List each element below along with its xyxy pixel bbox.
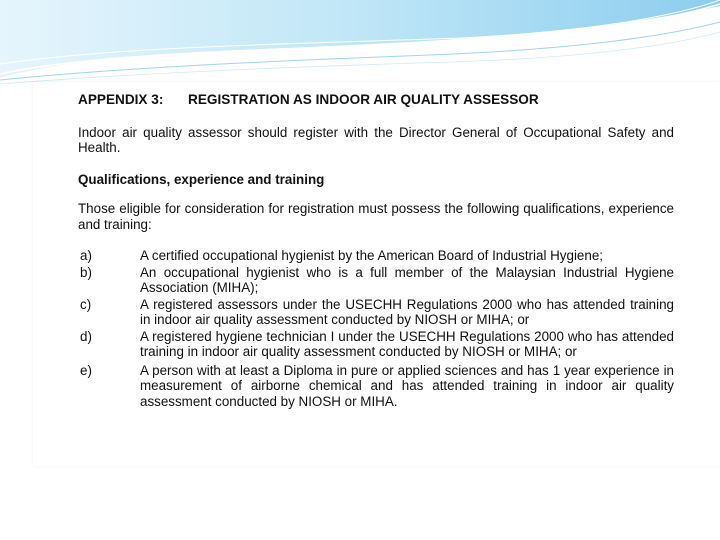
list-item-text: A person with at least a Diploma in pure or applied sciences and has 1 year experience in measurement of airborne chemical and has attended training in indoor air quality assessment conducted by NIOSH or MIHA. xyxy=(140,362,674,409)
list-item xyxy=(78,265,674,296)
section-subheading: Qualifications, experience and training xyxy=(78,171,325,187)
list-marker: b) xyxy=(80,264,92,280)
list-marker: c) xyxy=(80,296,92,312)
list-item xyxy=(78,363,674,410)
list-item xyxy=(78,329,674,360)
list-marker: a) xyxy=(80,248,92,263)
list-item-text: A registered hygiene technician I under the USECHH Regulations 2000 who has attended training in indoor air quality assessment conducted by NIOSH or MIHA; or xyxy=(140,328,674,359)
appendix-number: APPENDIX 3: xyxy=(78,92,164,107)
list-item xyxy=(78,248,674,264)
list-item-text: A registered assessors under the USECHH Regulations 2000 who has attended training in indoor air quality assessment conducted by NIOSH or MIHA; or xyxy=(140,296,674,327)
list-item xyxy=(78,297,674,328)
list-marker: d) xyxy=(80,328,92,344)
document-body xyxy=(78,92,674,410)
list-marker: e) xyxy=(80,362,92,378)
intro-paragraph: Indoor air quality assessor should register with the Director General of Occupational Safety and Health. xyxy=(78,124,674,155)
document-scan xyxy=(33,82,720,466)
list-item-text: A certified occupational hygienist by the American Board of Industrial Hygiene; xyxy=(140,248,603,263)
appendix-title: REGISTRATION AS INDOOR AIR QUALITY ASSESSOR xyxy=(188,92,539,107)
list-item-text: An occupational hygienist who is a full member of the Malaysian Industrial Hygiene Association (MIHA); xyxy=(140,264,674,295)
qualification-list xyxy=(78,248,674,409)
header-swoosh xyxy=(0,0,720,78)
eligibility-paragraph: Those eligible for consideration for registration must possess the following qualifications, experience and training: xyxy=(78,201,674,232)
appendix-heading xyxy=(78,92,674,108)
